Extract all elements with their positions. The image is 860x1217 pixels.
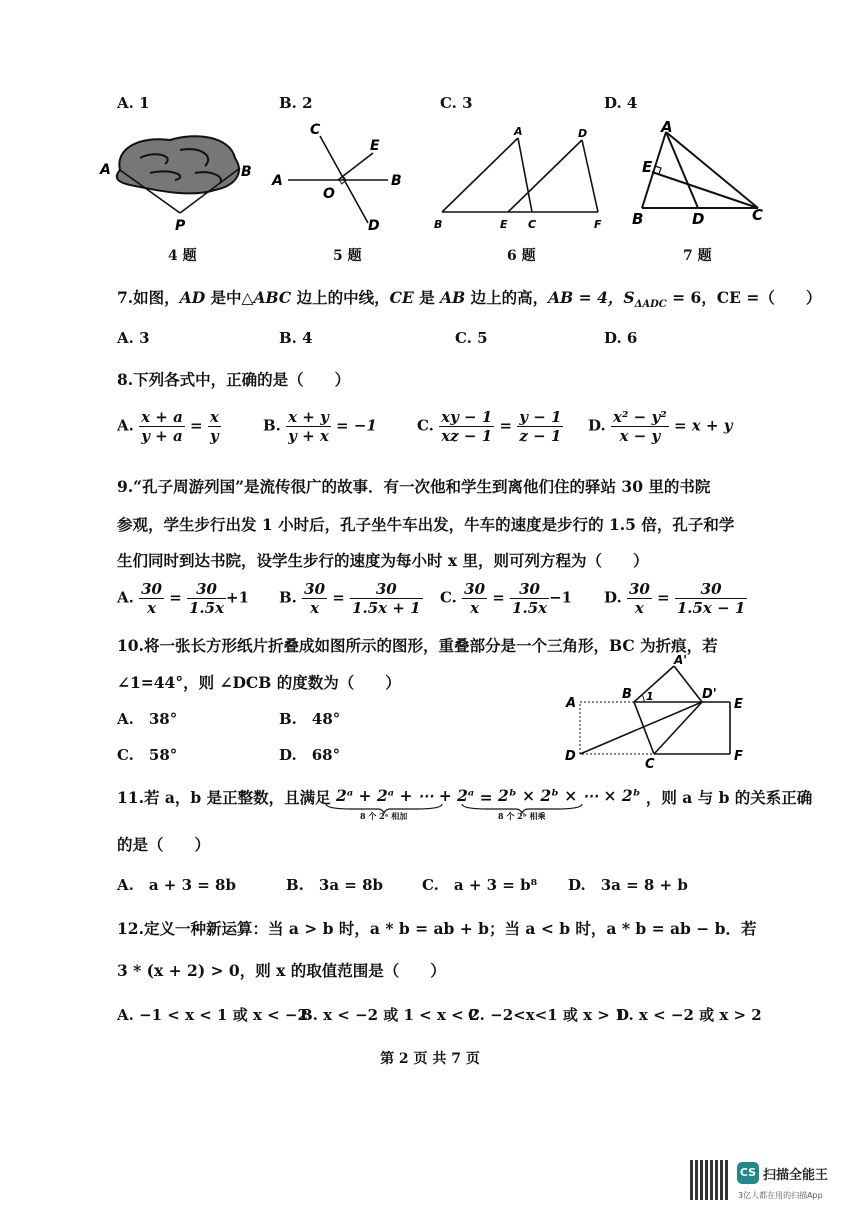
caption-fig4: 4 题	[168, 248, 197, 264]
fig10-label-b: B	[622, 687, 632, 702]
q10-option-d: D. 68°	[279, 746, 341, 764]
question-9-line2: 参观，学生步行出发 1 小时后，孔子坐牛车出发，牛车的速度是步行的 1.5 倍，孔子和学	[117, 515, 735, 534]
q7-option-a: A. 3	[117, 329, 150, 347]
option-a: A. 1	[117, 94, 150, 112]
question-7: 7.如图，AD 是中△ABC 边上的中线，CE 是 AB 边上的高，AB = 4，$S_{\Delta ADC} = 6$，CE =（ ）	[117, 288, 822, 311]
q11-rhs-note: 8 个 2ᵇ 相乘	[498, 811, 546, 821]
fig7-label-c: C	[752, 206, 764, 224]
fig10-label-d: D	[565, 749, 576, 764]
question-12-line2: 3 * (x + 2) > 0，则 x 的取值范围是（ ）	[117, 961, 446, 980]
caption-fig7: 7 题	[683, 248, 712, 264]
question-10-line1: 10.将一张长方形纸片折叠成如图所示的图形，重叠部分是一个三角形，BC 为折痕，若	[117, 636, 718, 655]
fig5-label-c: C	[310, 122, 321, 138]
fig7-label-e: E	[642, 158, 653, 176]
fig10-label-d-prime: D'	[702, 687, 717, 702]
fig5-label-e: E	[370, 138, 380, 154]
figure-4	[95, 128, 255, 243]
fig7-label-b: B	[632, 210, 644, 228]
fig4-label-p: P	[175, 218, 186, 234]
option-c: C. 3	[440, 94, 473, 112]
q10-option-b: B. 48°	[279, 710, 341, 728]
qr-code-icon	[690, 1160, 730, 1200]
figure-7	[628, 120, 778, 230]
question-11-line2: 的是（ ）	[117, 835, 211, 854]
caption-fig6: 6 题	[507, 248, 536, 264]
fig10-label-a-prime: A'	[674, 653, 687, 667]
figure-6	[430, 122, 610, 234]
fig10-label-a: A	[566, 696, 577, 711]
fig10-label-1: 1	[646, 690, 654, 703]
q10-option-a: A. 38°	[117, 710, 178, 728]
q8-option-a: A. $\frac{x + a}{y + a}$ = $\frac{x}{y}$	[117, 408, 219, 445]
fig5-label-b: B	[391, 173, 402, 189]
fig6-label-a: A	[514, 125, 523, 138]
fig10-label-c: C	[645, 757, 655, 770]
q11-lhs-note: 8 个 2ᵃ 相加	[360, 811, 408, 821]
figure-10	[562, 650, 752, 770]
q9-option-d: D. $\frac{30}{x}$ = $\frac{30}{1.5x - 1}$	[604, 580, 746, 617]
q12-option-a: A. −1 < x < 1 或 x < −2	[117, 1006, 308, 1024]
page-footer: 第 2 页 共 7 页	[380, 1051, 480, 1067]
camscanner-logo: CS	[737, 1162, 759, 1184]
question-11: 11.若 a，b 是正整数，且满足 2ᵃ + 2ᵃ + ⋯ + 2ᵃ = 2ᵇ × 2ᵇ × ⋯ × 2ᵇ ，则 a 与 b 的关系正确	[117, 786, 813, 807]
fig6-label-c: C	[528, 218, 537, 231]
option-b: B. 2	[279, 94, 313, 112]
fig7-label-d: D	[692, 210, 705, 228]
q9-option-c: C. $\frac{30}{x}$ = $\frac{30}{1.5x}$ −1	[440, 580, 573, 617]
fig5-label-o: O	[323, 186, 335, 202]
q12-option-b: B. x < −2 或 1 < x < 2	[300, 1006, 480, 1024]
fig6-label-d: D	[578, 127, 588, 140]
fig6-label-e: E	[500, 218, 508, 231]
fig10-label-f: F	[734, 749, 743, 764]
fig5-label-d: D	[368, 218, 380, 234]
q8-option-c: C. $\frac{xy - 1}{xz - 1}$ = $\frac{y - 1}{z - 1}$	[417, 408, 562, 445]
question-9-line3: 生们同时到达书院，设学生步行的速度为每小时 x 里，则可列方程为（ ）	[117, 551, 649, 570]
fig6-label-b: B	[434, 218, 443, 231]
q11-option-d: D. 3a = 8 + b	[568, 876, 688, 894]
q11-option-b: B. 3a = 8b	[286, 876, 383, 894]
q7-option-b: B. 4	[279, 329, 313, 347]
caption-fig5: 5 题	[333, 248, 362, 264]
fig6-label-f: F	[594, 218, 602, 231]
watermark-subtitle: 3亿人都在用的扫描App	[738, 1191, 823, 1200]
q10-option-c: C. 58°	[117, 746, 178, 764]
fig7-label-a: A	[661, 120, 673, 136]
question-12-line1: 12.定义一种新运算：当 a > b 时，a * b = ab + b；当 a < b 时，a * b = ab − b．若	[117, 919, 757, 938]
question-10-line2: ∠1=44°，则 ∠DCB 的度数为（ ）	[117, 673, 401, 692]
q7-option-c: C. 5	[455, 329, 488, 347]
fig10-label-e: E	[734, 697, 743, 712]
q9-option-b: B. $\frac{30}{x}$ = $\frac{30}{1.5x + 1}$	[279, 580, 421, 617]
fig4-label-b: B	[241, 164, 252, 180]
question-8: 8.下列各式中，正确的是（ ）	[117, 370, 351, 389]
q11-option-a: A. a + 3 = 8b	[117, 876, 236, 894]
fig5-label-a: A	[272, 173, 283, 189]
fig4-label-a: A	[100, 162, 111, 178]
q12-option-c: C. −2<x<1 或 x > 1	[468, 1006, 626, 1024]
q7-option-d: D. 6	[604, 329, 638, 347]
question-9-line1: 9.“孔子周游列国”是流传很广的故事．有一次他和学生到离他们住的驿站 30 里的书院	[117, 477, 711, 496]
q11-option-c: C. a + 3 = b⁸	[422, 876, 538, 894]
q8-option-d: D. $\frac{\text{x² − y²}}{x - y}$ = x + y	[588, 408, 733, 445]
q12-option-d: D. x < −2 或 x > 2	[616, 1006, 762, 1024]
option-d: D. 4	[604, 94, 638, 112]
watermark-title: 扫描全能王	[763, 1168, 829, 1183]
q9-option-a: A. $\frac{30}{x}$ = $\frac{30}{1.5x}$ +1	[117, 580, 250, 617]
figure-5	[268, 118, 408, 238]
q8-option-b: B. $\frac{x + y}{y + x}$ = −1	[263, 408, 377, 445]
